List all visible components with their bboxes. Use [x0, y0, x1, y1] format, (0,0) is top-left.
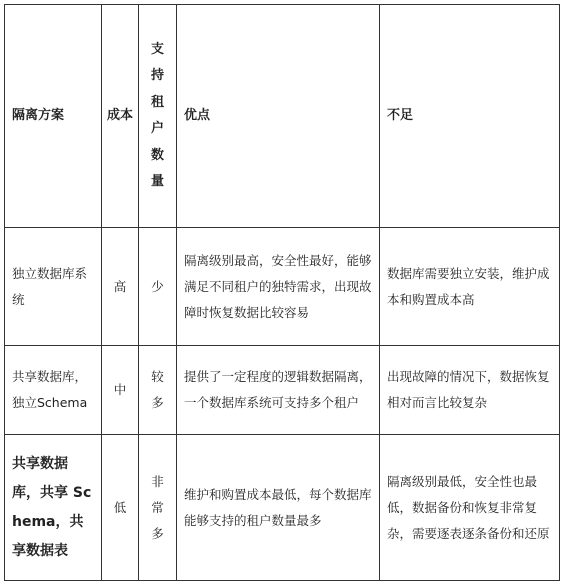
- row-scheme: 共享数据库，独立Schema: [5, 346, 102, 435]
- table-row: [5, 435, 560, 581]
- table-row: [5, 346, 560, 435]
- header-tenants-char: 支: [150, 41, 164, 57]
- header-row: [5, 5, 560, 228]
- header-cost: 成本: [102, 5, 139, 228]
- row-cons: 数据库需要独立安装，维护成本和购置成本高: [380, 228, 560, 346]
- row-cons: 隔离级别最低，安全性也最低，数据备份和恢复非常复杂，需要逐表逐条备份和还原: [380, 435, 560, 581]
- header-tenants: [139, 5, 177, 228]
- row-tenants: 少: [139, 228, 177, 346]
- row-pros: 提供了一定程度的逻辑数据隔离，一个数据库系统可支持多个租户: [177, 346, 380, 435]
- row-tenants: 非常多: [139, 435, 177, 581]
- header-tenants-char: 租: [150, 94, 164, 110]
- header-tenants-char: 量: [150, 174, 164, 189]
- row-pros: 维护和购置成本最低，每个数据库能够支持的租户数量最多: [177, 435, 380, 581]
- row-tenants: 较多: [139, 346, 177, 435]
- header-cons: 不足: [380, 5, 560, 228]
- table-row: [5, 228, 560, 346]
- header-tenants-char: 数: [150, 147, 164, 163]
- comparison-table: [4, 4, 560, 581]
- row-cons: 出现故障的情况下，数据恢复相对而言比较复杂: [380, 346, 560, 435]
- header-tenants-char: 持: [150, 68, 164, 83]
- row-cost: 低: [102, 435, 139, 581]
- header-tenants-char: 户: [150, 121, 164, 136]
- row-cost: 中: [102, 346, 139, 435]
- row-pros: 隔离级别最高，安全性最好，能够满足不同租户的独特需求，出现故障时恢复数据比较容易: [177, 228, 380, 346]
- header-pros: 优点: [177, 5, 380, 228]
- header-scheme: 隔离方案: [5, 5, 102, 228]
- row-scheme: 独立数据库系统: [5, 228, 102, 346]
- row-scheme: 共享数据库，共享 Schema，共享数据表: [5, 435, 102, 581]
- row-cost: 高: [102, 228, 139, 346]
